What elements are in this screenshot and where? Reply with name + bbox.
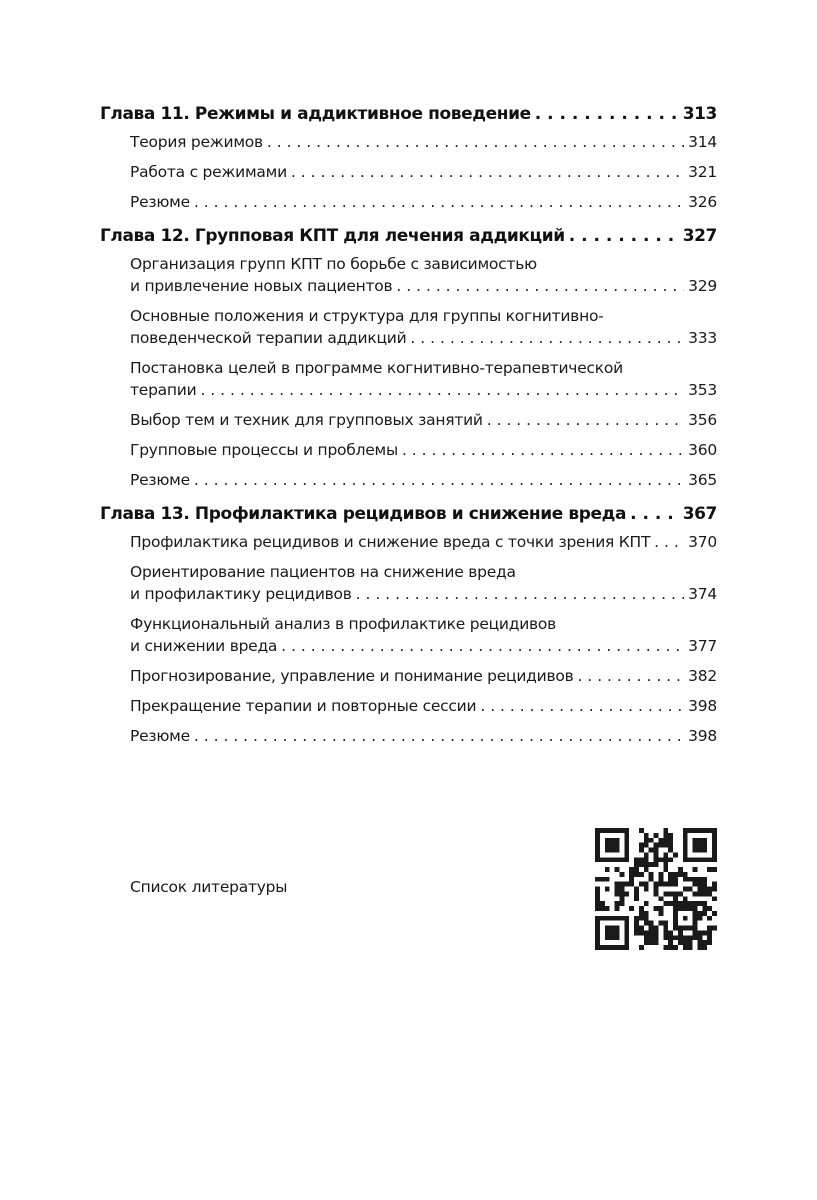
dot-leader [396, 275, 684, 297]
dot-leader [194, 469, 684, 491]
entry-page: 360 [688, 441, 717, 459]
entry-title: Прекращение терапии и повторные сессии [130, 697, 477, 715]
entry-title: Функциональный анализ в профилактике рецидивов [130, 615, 557, 633]
entry-title: Ориентирование пациентов на снижение вреда [130, 563, 516, 581]
toc-entry[interactable] [130, 531, 717, 553]
entry-page: 356 [688, 411, 717, 429]
entry-title: Организация групп КПТ по борьбе с зависимостью [130, 255, 537, 273]
toc-entry[interactable] [130, 695, 717, 717]
chapter-page: 367 [682, 504, 717, 524]
entry-title: Групповые процессы и проблемы [130, 441, 398, 459]
dot-leader [630, 501, 679, 527]
entry-page: 353 [688, 381, 717, 399]
chapter-11 [100, 101, 717, 213]
toc-entry[interactable] [130, 561, 717, 605]
entry-page: 333 [688, 329, 717, 347]
toc-entry[interactable] [130, 469, 717, 491]
toc-entry[interactable] [130, 613, 717, 657]
entry-page: 374 [688, 585, 717, 603]
chapter-title: Глава 11. Режимы и аддиктивное поведение [100, 104, 531, 124]
entry-title-cont: и снижении вреда [130, 637, 278, 655]
entry-page: 321 [688, 163, 717, 181]
table-of-contents [100, 101, 717, 757]
dot-leader [402, 439, 684, 461]
toc-entry[interactable] [130, 439, 717, 461]
entry-page: 377 [688, 637, 717, 655]
entry-page: 329 [688, 277, 717, 295]
chapter-12 [100, 223, 717, 491]
dot-leader [267, 131, 684, 153]
toc-entry[interactable] [130, 305, 717, 349]
entry-title: Резюме [130, 193, 190, 211]
dot-leader [281, 635, 684, 657]
entry-title: Постановка целей в программе когнитивно-терапевтической [130, 359, 623, 377]
dot-leader [480, 695, 684, 717]
qr-code-icon[interactable] [595, 828, 717, 950]
dot-leader [356, 583, 685, 605]
entry-title: Теория режимов [130, 133, 263, 151]
toc-entry[interactable] [130, 725, 717, 747]
dot-leader [194, 725, 684, 747]
entry-title-cont: и привлечение новых пациентов [130, 277, 393, 295]
entry-title: Выбор тем и техник для групповых занятий [130, 411, 483, 429]
dot-leader [194, 191, 684, 213]
dot-leader [487, 409, 684, 431]
entry-title: Прогнозирование, управление и понимание рецидивов [130, 667, 574, 685]
toc-entry[interactable] [130, 191, 717, 213]
entry-title: Работа с режимами [130, 163, 287, 181]
toc-entry[interactable] [130, 161, 717, 183]
toc-entry[interactable] [130, 409, 717, 431]
toc-entry[interactable] [130, 665, 717, 687]
entry-page: 382 [688, 667, 717, 685]
chapter-heading[interactable] [100, 223, 717, 249]
entry-page: 398 [688, 697, 717, 715]
bibliography-entry[interactable]: Список литературы [130, 878, 288, 896]
chapter-heading[interactable] [100, 501, 717, 527]
dot-leader [410, 327, 684, 349]
chapter-page: 327 [682, 226, 717, 246]
dot-leader [569, 223, 679, 249]
dot-leader [291, 161, 684, 183]
dot-leader [577, 665, 684, 687]
entry-title: Резюме [130, 471, 190, 489]
dot-leader [654, 531, 684, 553]
entry-page: 365 [688, 471, 717, 489]
entry-page: 398 [688, 727, 717, 745]
chapter-title: Глава 12. Групповая КПТ для лечения аддикций [100, 226, 565, 246]
chapter-page: 313 [682, 104, 717, 124]
dot-leader [535, 101, 679, 127]
chapter-title: Глава 13. Профилактика рецидивов и снижение вреда [100, 504, 627, 524]
dot-leader [200, 379, 684, 401]
entry-title-cont: поведенческой терапии аддикций [130, 329, 407, 347]
toc-entry[interactable] [130, 357, 717, 401]
entry-title: Профилактика рецидивов и снижение вреда с точки зрения КПТ [130, 533, 651, 551]
entry-title-cont: и профилактику рецидивов [130, 585, 352, 603]
toc-entry[interactable] [130, 131, 717, 153]
chapter-13 [100, 501, 717, 747]
entry-title: Резюме [130, 727, 190, 745]
chapter-heading[interactable] [100, 101, 717, 127]
entry-page: 370 [688, 533, 717, 551]
entry-title-cont: терапии [130, 381, 197, 399]
entry-page: 326 [688, 193, 717, 211]
entry-page: 314 [688, 133, 717, 151]
toc-entry[interactable] [130, 253, 717, 297]
entry-title: Основные положения и структура для группы когнитивно- [130, 307, 604, 325]
